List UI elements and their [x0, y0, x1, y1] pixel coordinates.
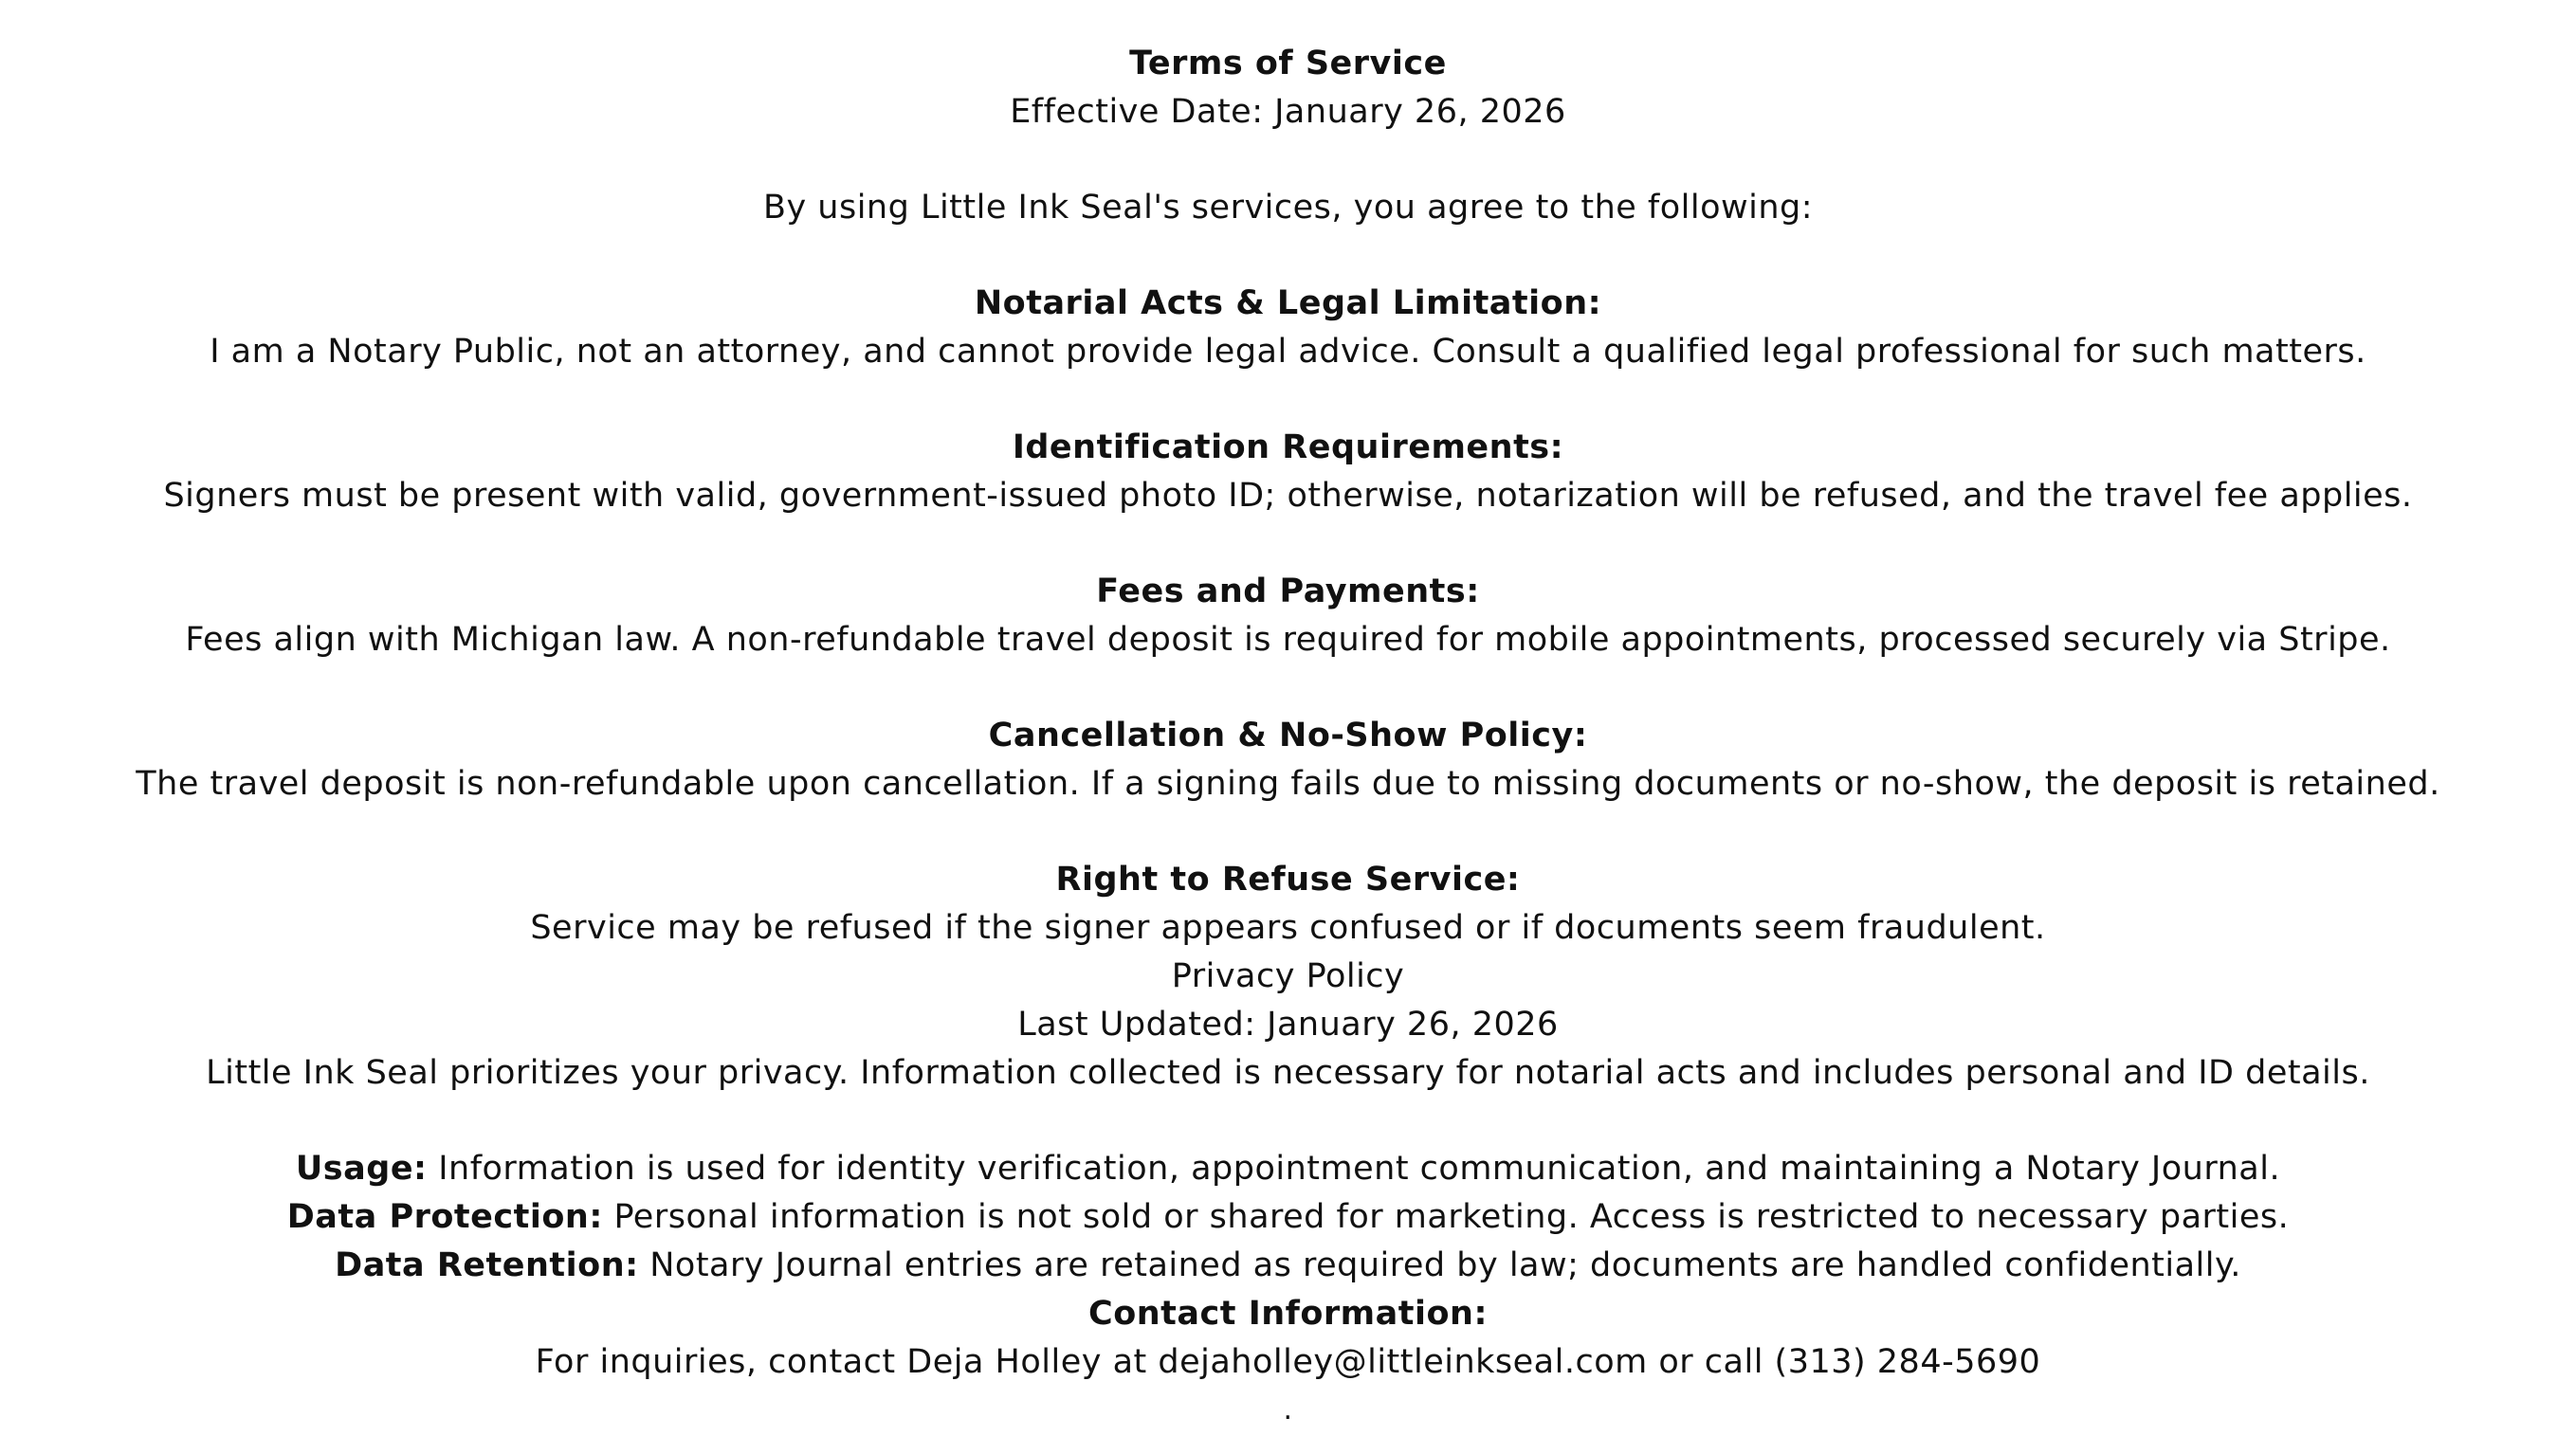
privacy-item-label: Data Protection: — [286, 1198, 603, 1236]
privacy-last-updated: Last Updated: January 26, 2026 — [1017, 1006, 1559, 1044]
section-heading-fees: Fees and Payments: — [1096, 573, 1480, 610]
section-body-cancellation: The travel deposit is non-refundable upon cancellation. If a signing fails due to missing documents or no-show, the deposit is retained. — [136, 765, 2440, 803]
privacy-item-text: Information is used for identity verification, appointment communication, and maintaining a Notary Journal. — [427, 1150, 2281, 1188]
privacy-item-label: Data Retention: — [335, 1246, 639, 1284]
terms-intro: By using Little Ink Seal's services, you agree to the following: — [762, 189, 1814, 227]
privacy-intro: Little Ink Seal prioritizes your privacy. Information collected is necessary for notarial acts and includes personal and ID details. — [206, 1054, 2370, 1092]
contact-heading: Contact Information: — [1088, 1295, 1488, 1333]
privacy-item-text: Personal information is not sold or shared for marketing. Access is restricted to necessary parties. — [602, 1198, 2290, 1236]
privacy-item-label: Usage: — [295, 1150, 428, 1188]
section-body-fees: Fees align with Michigan law. A non-refundable travel deposit is required for mobile appointments, processed securely via Stripe. — [185, 621, 2391, 659]
section-body-notarial-acts: I am a Notary Public, not an attorney, and cannot provide legal advice. Consult a qualified legal professional for such matters. — [210, 333, 2366, 371]
section-heading-refuse-service: Right to Refuse Service: — [1055, 861, 1521, 899]
privacy-item-text: Notary Journal entries are retained as required by law; documents are handled confidentially. — [638, 1246, 2241, 1284]
section-heading-cancellation: Cancellation & No-Show Policy: — [988, 717, 1588, 754]
privacy-item-usage — [0, 1145, 2576, 1192]
privacy-item-data-protection — [0, 1193, 2576, 1241]
section-body-refuse-service: Service may be refused if the signer appears confused or if documents seem fraudulent. — [530, 909, 2046, 947]
privacy-title: Privacy Policy — [1171, 957, 1405, 995]
section-body-identification: Signers must be present with valid, government-issued photo ID; otherwise, notarization will be refused, and the travel fee applies. — [163, 477, 2413, 515]
section-heading-notarial-acts: Notarial Acts & Legal Limitation: — [974, 284, 1602, 322]
contact-text: For inquiries, contact Deja Holley at dejaholley@littleinkseal.com or call (313) 284-5690 — [535, 1343, 2041, 1381]
trailing-period: . — [1283, 1393, 1293, 1427]
section-heading-identification: Identification Requirements: — [1012, 428, 1564, 466]
effective-date: Effective Date: January 26, 2026 — [1010, 93, 1566, 131]
privacy-item-data-retention — [0, 1242, 2576, 1289]
terms-title: Terms of Service — [1129, 45, 1447, 82]
